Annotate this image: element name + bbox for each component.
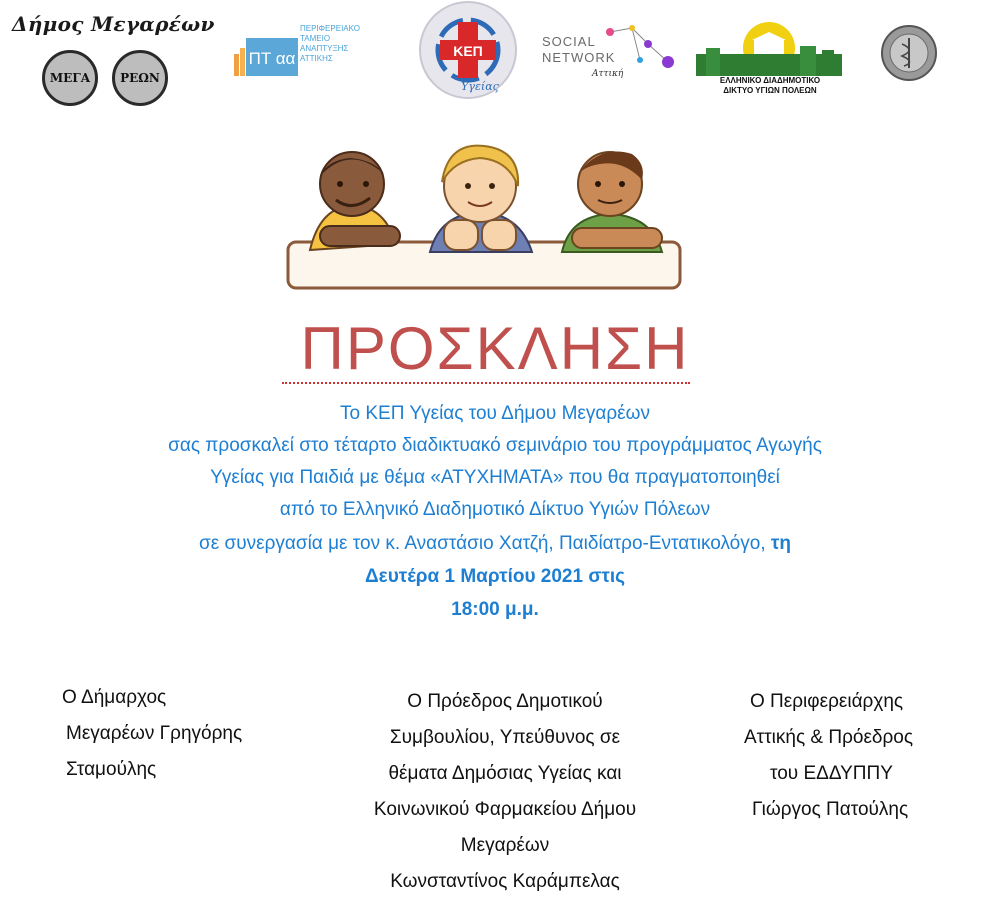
- invitation-line-5-text: σε συνεργασία με τον κ. Αναστάσιο Χατζή, Παιδίατρο-Εντατικολόγο,: [199, 533, 766, 554]
- signature-mayor-line: Σταμούλης: [66, 759, 157, 780]
- seal-logo: [880, 24, 938, 82]
- signature-council-line: Συμβουλίου, Υπεύθυνος σε: [389, 727, 621, 748]
- children-illustration: [280, 140, 690, 290]
- municipality-name: Δήμος Μεγαρέων: [12, 12, 215, 36]
- signature-governor-line: Γιώργος Πατούλης: [752, 799, 909, 820]
- invitation-line-2: σας προσκαλεί στο τέταρτο διαδικτυακό σεμινάριο του προγράμματος Αγωγής: [168, 435, 822, 456]
- invitation-time: 18:00 μ.μ.: [451, 599, 539, 620]
- signature-council-line: Ο Πρόεδρος Δημοτικού: [407, 691, 603, 712]
- hnhc-text: [698, 76, 842, 96]
- coin-right-logo: [112, 50, 168, 106]
- signature-governor-line: Αττικής & Πρόεδρος: [744, 727, 914, 748]
- social-network-logo: [540, 22, 680, 86]
- signature-council-line: θέματα Δημόσιας Υγείας και: [388, 763, 622, 784]
- kep-logo-text: ΚΕΠ: [453, 43, 483, 59]
- invitation-line-3: Υγείας για Παιδιά με θέμα «ΑΤΥΧΗΜΑΤΑ» που θα πραγματοποιηθεί: [210, 467, 780, 488]
- signature-governor-line: του ΕΔΔΥΠΠΥ: [770, 763, 893, 784]
- social-network-line1: SOCIAL: [542, 34, 596, 49]
- signature-mayor-line: Μεγαρέων Γρηγόρης: [66, 723, 243, 744]
- signature-council-line: Κωνσταντίνος Καράμπελας: [390, 871, 620, 892]
- signature-council-line: Κοινωνικού Φαρμακείου Δήμου: [373, 799, 637, 820]
- kep-logo-subtext: Υγείας: [461, 80, 499, 93]
- signature-council-line: Μεγαρέων: [460, 835, 550, 856]
- social-network-line3: Αττική: [592, 69, 624, 79]
- coin-left-label: ΜΕΓΑ: [49, 71, 91, 85]
- social-network-line2: NETWORK: [542, 50, 616, 65]
- signature-mayor: [62, 680, 302, 788]
- ptaa-text-line: ΤΑΜΕΙΟ: [300, 34, 331, 43]
- signature-governor-line: Ο Περιφερειάρχης: [750, 691, 904, 712]
- signature-council-president: [330, 684, 680, 900]
- ptaa-logo: [234, 24, 298, 76]
- ptaa-text-line: ΠΕΡΙΦΕΡΕΙΑΚΟ: [300, 24, 360, 33]
- ptaa-text-line: ΑΝΑΠΤΥΞΗΣ: [300, 44, 349, 53]
- invitation-date: Δευτέρα 1 Μαρτίου 2021 στις: [365, 566, 625, 587]
- ptaa-text-line: ΑΤΤΙΚΗΣ: [300, 54, 333, 63]
- ptaa-text: [300, 24, 390, 64]
- invitation-line-4: από το Ελληνικό Διαδημοτικό Δίκτυο Υγιών Πόλεων: [279, 499, 711, 520]
- ptaa-logo-text: ΠΤ αα: [248, 49, 296, 68]
- signature-regional-governor: [726, 684, 976, 828]
- title-underline: [282, 382, 690, 384]
- invitation-line-5-bold: τη: [770, 533, 791, 554]
- invitation-line-5: [0, 532, 990, 556]
- coin-left-logo: [42, 50, 98, 106]
- invitation-title: ΠΡΟΣΚΛΗΣΗ: [300, 315, 690, 382]
- invitation-line-1: Το ΚΕΠ Υγείας του Δήμου Μεγαρέων: [339, 403, 650, 424]
- coin-right-label: ΡΕΩΝ: [120, 71, 160, 85]
- hnhc-line1: ΕΛΛΗΝΙΚΟ ΔΙΑΔΗΜΟΤΙΚΟ: [719, 76, 821, 85]
- signature-mayor-line: Ο Δήμαρχος: [62, 687, 167, 708]
- kep-logo: [418, 0, 518, 100]
- hnhc-line2: ΔΙΚΤΥΟ ΥΓΙΩΝ ΠΟΛΕΩΝ: [723, 86, 817, 95]
